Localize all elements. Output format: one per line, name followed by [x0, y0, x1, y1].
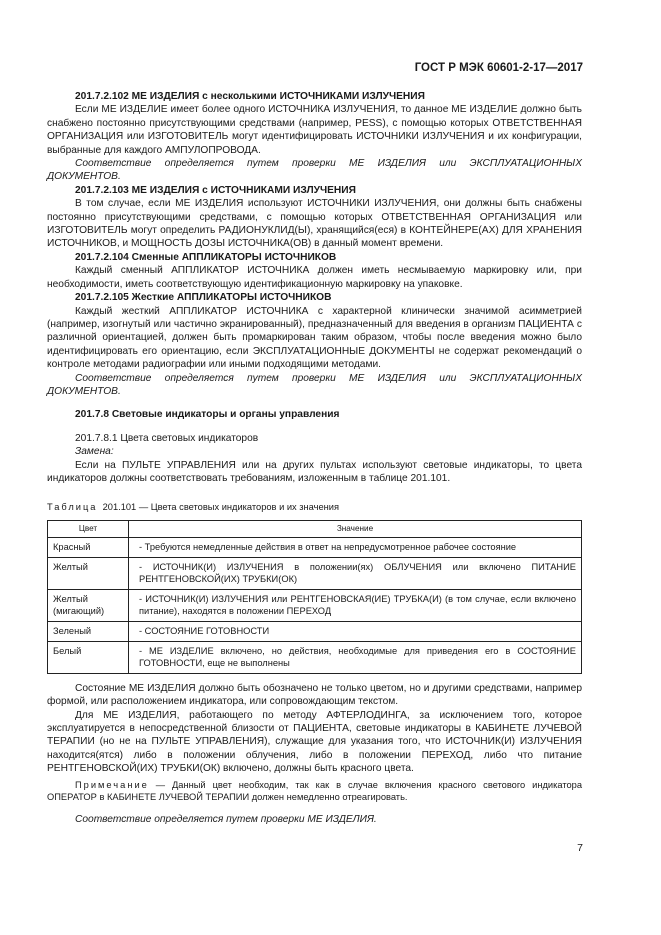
section-heading-201-7-8: 201.7.8 Световые индикаторы и органы управления	[75, 409, 340, 421]
cell-color: Зеленый	[48, 621, 129, 641]
note-label: Примечание	[75, 779, 149, 790]
page-content	[47, 90, 582, 826]
cell-color: Желтый (мигающий)	[48, 589, 129, 621]
table-row	[48, 621, 582, 641]
table-row	[48, 641, 582, 673]
page-number: 7	[577, 842, 583, 854]
paragraph: Если на ПУЛЬТЕ УПРАВЛЕНИЯ или на других пультах используют световые индикаторы, то цвета индикаторов должны соответствовать требованиям, изложенным в таблице 201.101.	[47, 459, 582, 484]
cell-meaning: - СОСТОЯНИЕ ГОТОВНОСТИ	[129, 621, 582, 641]
note-text: — Данный цвет необходим, так как в случае включения красного светового индикатора ОПЕРАТОР в КАБИНЕТЕ ЛУЧЕВОЙ ТЕРАПИИ должен немедленно отреагировать.	[47, 779, 582, 802]
section-heading-201-7-2-102: 201.7.2.102 МЕ ИЗДЕЛИЯ с несколькими ИСТОЧНИКАМИ ИЗЛУЧЕНИЯ	[75, 91, 425, 102]
compliance-note: Соответствие определяется путем проверки МЕ ИЗДЕЛИЯ или ЭКСПЛУАТАЦИОННЫХ ДОКУМЕНТОВ.	[47, 158, 582, 183]
subsection-heading-201-7-8-1: 201.7.8.1 Цвета световых индикаторов	[75, 432, 259, 444]
cell-meaning: - МЕ ИЗДЕЛИЕ включено, но действия, необходимые для приведения его в СОСТОЯНИЕ ГОТОВНОСТИ, еще не выполнены	[129, 641, 582, 673]
table-row	[48, 557, 582, 589]
cell-color: Белый	[48, 641, 129, 673]
section-heading-201-7-2-105: 201.7.2.105 Жесткие АППЛИКАТОРЫ ИСТОЧНИКОВ	[75, 292, 332, 304]
paragraph: Состояние МЕ ИЗДЕЛИЯ должно быть обозначено не только цветом, но и другими средствами, например формой, или расположением индикатора, или сопровождающим текстом.	[47, 682, 582, 708]
table-row	[48, 537, 582, 557]
cell-meaning: - Требуются немедленные действия в ответ на непредусмотренное рабочее состояние	[129, 537, 582, 557]
cell-meaning: - ИСТОЧНИК(И) ИЗЛУЧЕНИЯ в положении(ях) ОБЛУЧЕНИЯ или включено ПИТАНИЕ РЕНТГЕНОВСКОЙ(ИХ) ТРУБКИ(ОК)	[129, 557, 582, 589]
cell-color: Желтый	[48, 557, 129, 589]
table-caption	[47, 501, 582, 514]
table-caption-label: Таблица	[47, 502, 98, 513]
header-color: Цвет	[48, 520, 129, 537]
header-meaning: Значение	[129, 520, 582, 537]
cell-color: Красный	[48, 537, 129, 557]
compliance-note: Соответствие определяется путем проверки МЕ ИЗДЕЛИЯ.	[75, 813, 377, 825]
paragraph: Каждый сменный АППЛИКАТОР ИСТОЧНИКА должен иметь несмываемую маркировку или, при необходимости, иметь соответствующую идентификационную маркировку на упаковке.	[47, 265, 582, 290]
table-caption-text: 201.101 — Цвета световых индикаторов и их значения	[102, 502, 340, 513]
compliance-note: Соответствие определяется путем проверки МЕ ИЗДЕЛИЯ или ЭКСПЛУАТАЦИОННЫХ ДОКУМЕНТОВ.	[47, 372, 582, 397]
table-row	[48, 589, 582, 621]
paragraph: Если МЕ ИЗДЕЛИЕ имеет более одного ИСТОЧНИКА ИЗЛУЧЕНИЯ, то данное МЕ ИЗДЕЛИЕ должно быть снабжено постоянно присутствующими средствами (например, PESS), с помощью которых ОТВЕТСТВЕННАЯ ОРГАНИЗАЦИЯ или ИЗГОТОВИТЕЛЬ могут идентифицировать ИСТОЧНИКИ ИЗЛУЧЕНИЯ и их конфигурации, выбранные для каждого АМПУЛОПРОВОДА.	[47, 104, 582, 156]
replacement-label: Замена:	[75, 446, 114, 458]
table-header-row	[48, 520, 582, 537]
section-heading-201-7-2-103: 201.7.2.103 МЕ ИЗДЕЛИЯ с ИСТОЧНИКАМИ ИЗЛУЧЕНИЯ	[75, 184, 356, 196]
section-heading-201-7-2-104: 201.7.2.104 Сменные АППЛИКАТОРЫ ИСТОЧНИКОВ	[75, 251, 337, 263]
paragraph: Каждый жесткий АППЛИКАТОР ИСТОЧНИКА с характерной клинически значимой асимметрией (например, изогнутый или частично экранированный), предназначенный для введения в организм ПАЦИЕНТА с различной ориентацией, должен быть промаркирован таким образом, чтобы после введения можно было идентифицировать его ориентацию, если ЭКСПЛУАТАЦИОННЫЕ ДОКУМЕНТЫ не содержат рекомендаций о контроле методами радиографии или иными подходящими методами.	[47, 305, 582, 371]
indicator-colors-table	[47, 520, 582, 674]
paragraph: Для МЕ ИЗДЕЛИЯ, работающего по методу АФТЕРЛОДИНГА, за исключением того, которое эксплуатируется в непосредственной близости от ПАЦИЕНТА, световые индикаторы в КАБИНЕТЕ ЛУЧЕВОЙ ТЕРАПИИ (но не на ПУЛЬТЕ УПРАВЛЕНИЯ), служащие для указания того, что ИСТОЧНИК(И) ИЗЛУЧЕНИЯ находится(ятся) либо в положении облучения, либо в положении ПЕРЕХОД, либо что питание РЕНТГЕНОВСКОЙ(ИХ) ТРУБКИ(ОК) включено, должны быть красного цвета.	[47, 709, 582, 775]
note	[47, 779, 582, 803]
paragraph: В том случае, если МЕ ИЗДЕЛИЯ используют ИСТОЧНИКИ ИЗЛУЧЕНИЯ, они должны быть снабжены постоянно присутствующими средствами, с помощью которых ОТВЕТСТВЕННАЯ ОРГАНИЗАЦИЯ или ИЗГОТОВИТЕЛЬ могут определить РАДИОНУКЛИД(Ы), хранящийся(еся) в КОНТЕЙНЕРЕ(АХ) ДЛЯ ХРАНЕНИЯ ИСТОЧНИКОВ, и МОЩНОСТЬ ДОЗЫ ИСТОЧНИКА(ОВ) в данный момент времени.	[47, 198, 582, 250]
document-header: ГОСТ Р МЭК 60601-2-17—2017	[414, 62, 583, 74]
cell-meaning: - ИСТОЧНИК(И) ИЗЛУЧЕНИЯ или РЕНТГЕНОВСКАЯ(ИЕ) ТРУБКА(И) (в том случае, если включено питание), находятся в положении ПЕРЕХОД	[129, 589, 582, 621]
